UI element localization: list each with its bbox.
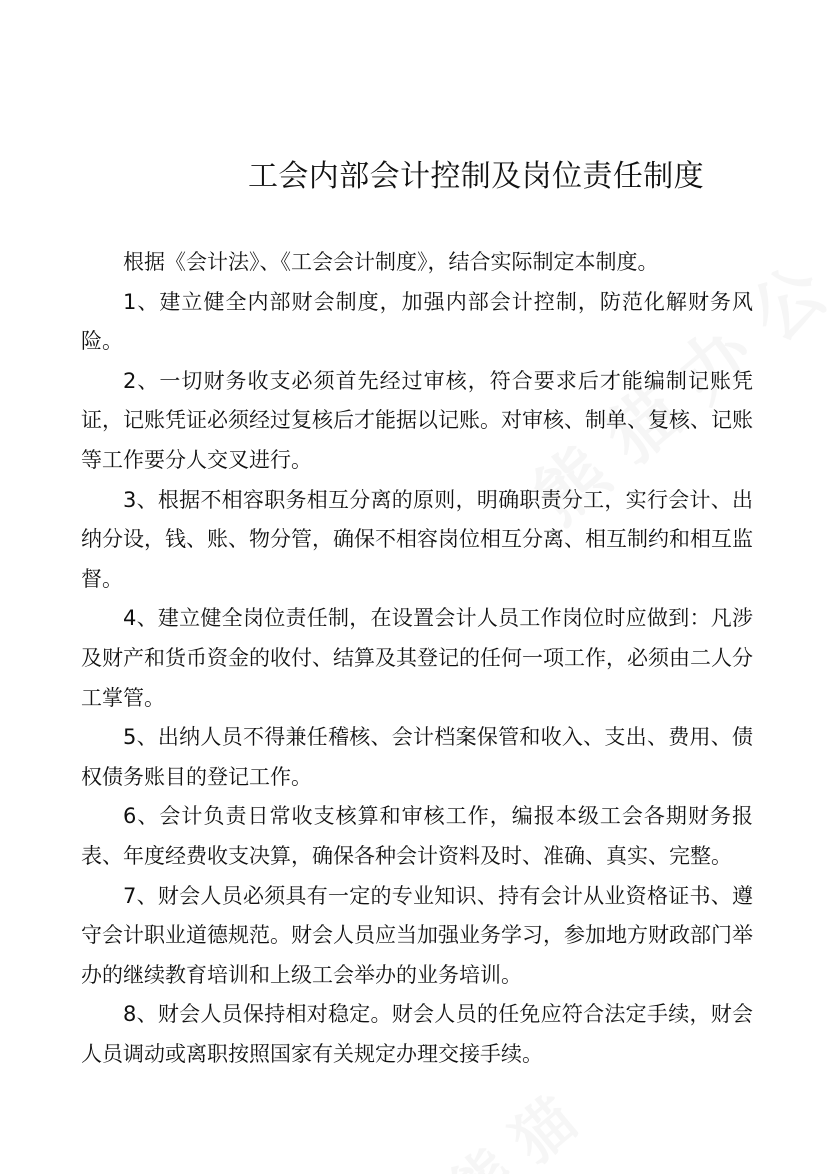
paragraph-item-2: 2、一切财务收支必须首先经过审核，符合要求后才能编制记账凭证，记账凭证必须经过复核后才能据以记账。对审核、制单、复核、记账等工作要分人交叉进行。 xyxy=(81,368,753,472)
paragraph-item-5: 5、出纳人员不得兼任稽核、会计档案保管和收入、支出、费用、债权债务账目的登记工作。 xyxy=(81,725,753,789)
paragraph-item-8: 8、财会人员保持相对稳定。财会人员的任免应符合法定手续，财会人员调动或离职按照国家有关规定办理交接手续。 xyxy=(81,1002,753,1066)
watermark xyxy=(429,1075,592,1174)
paragraph-intro: 根据《会计法》、《工会会计制度》，结合实际制定本制度。 xyxy=(123,250,659,274)
paragraph-item-4: 4、建立健全岗位责任制，在设置会计人员工作岗位时应做到：凡涉及财产和货币资金的收付、结算及其登记的任何一项工作，必须由二人分工掌管。 xyxy=(81,606,753,710)
document-body xyxy=(81,243,753,1074)
paragraph-item-3: 3、根据不相容职务相互分离的原则，明确职责分工，实行会计、出纳分设，钱、账、物分管，确保不相容岗位相互分离、相互制约和相互监督。 xyxy=(81,487,753,591)
paragraph-item-7: 7、财会人员必须具有一定的专业知识、持有会计从业资格证书、遵守会计职业道德规范。财会人员应当加强业务学习，参加地方财政部门举办的继续教育培训和上级工会举办的业务培训。 xyxy=(81,883,753,987)
document-title: 工会内部会计控制及岗位责任制度 xyxy=(248,159,704,194)
paragraph-item-6: 6、会计负责日常收支核算和审核工作，编报本级工会各期财务报表、年度经费收支决算，确保各种会计资料及时、准确、真实、完整。 xyxy=(81,804,753,868)
paragraph-item-1: 1、建立健全内部财会制度，加强内部会计控制，防范化解财务风险。 xyxy=(81,289,753,354)
